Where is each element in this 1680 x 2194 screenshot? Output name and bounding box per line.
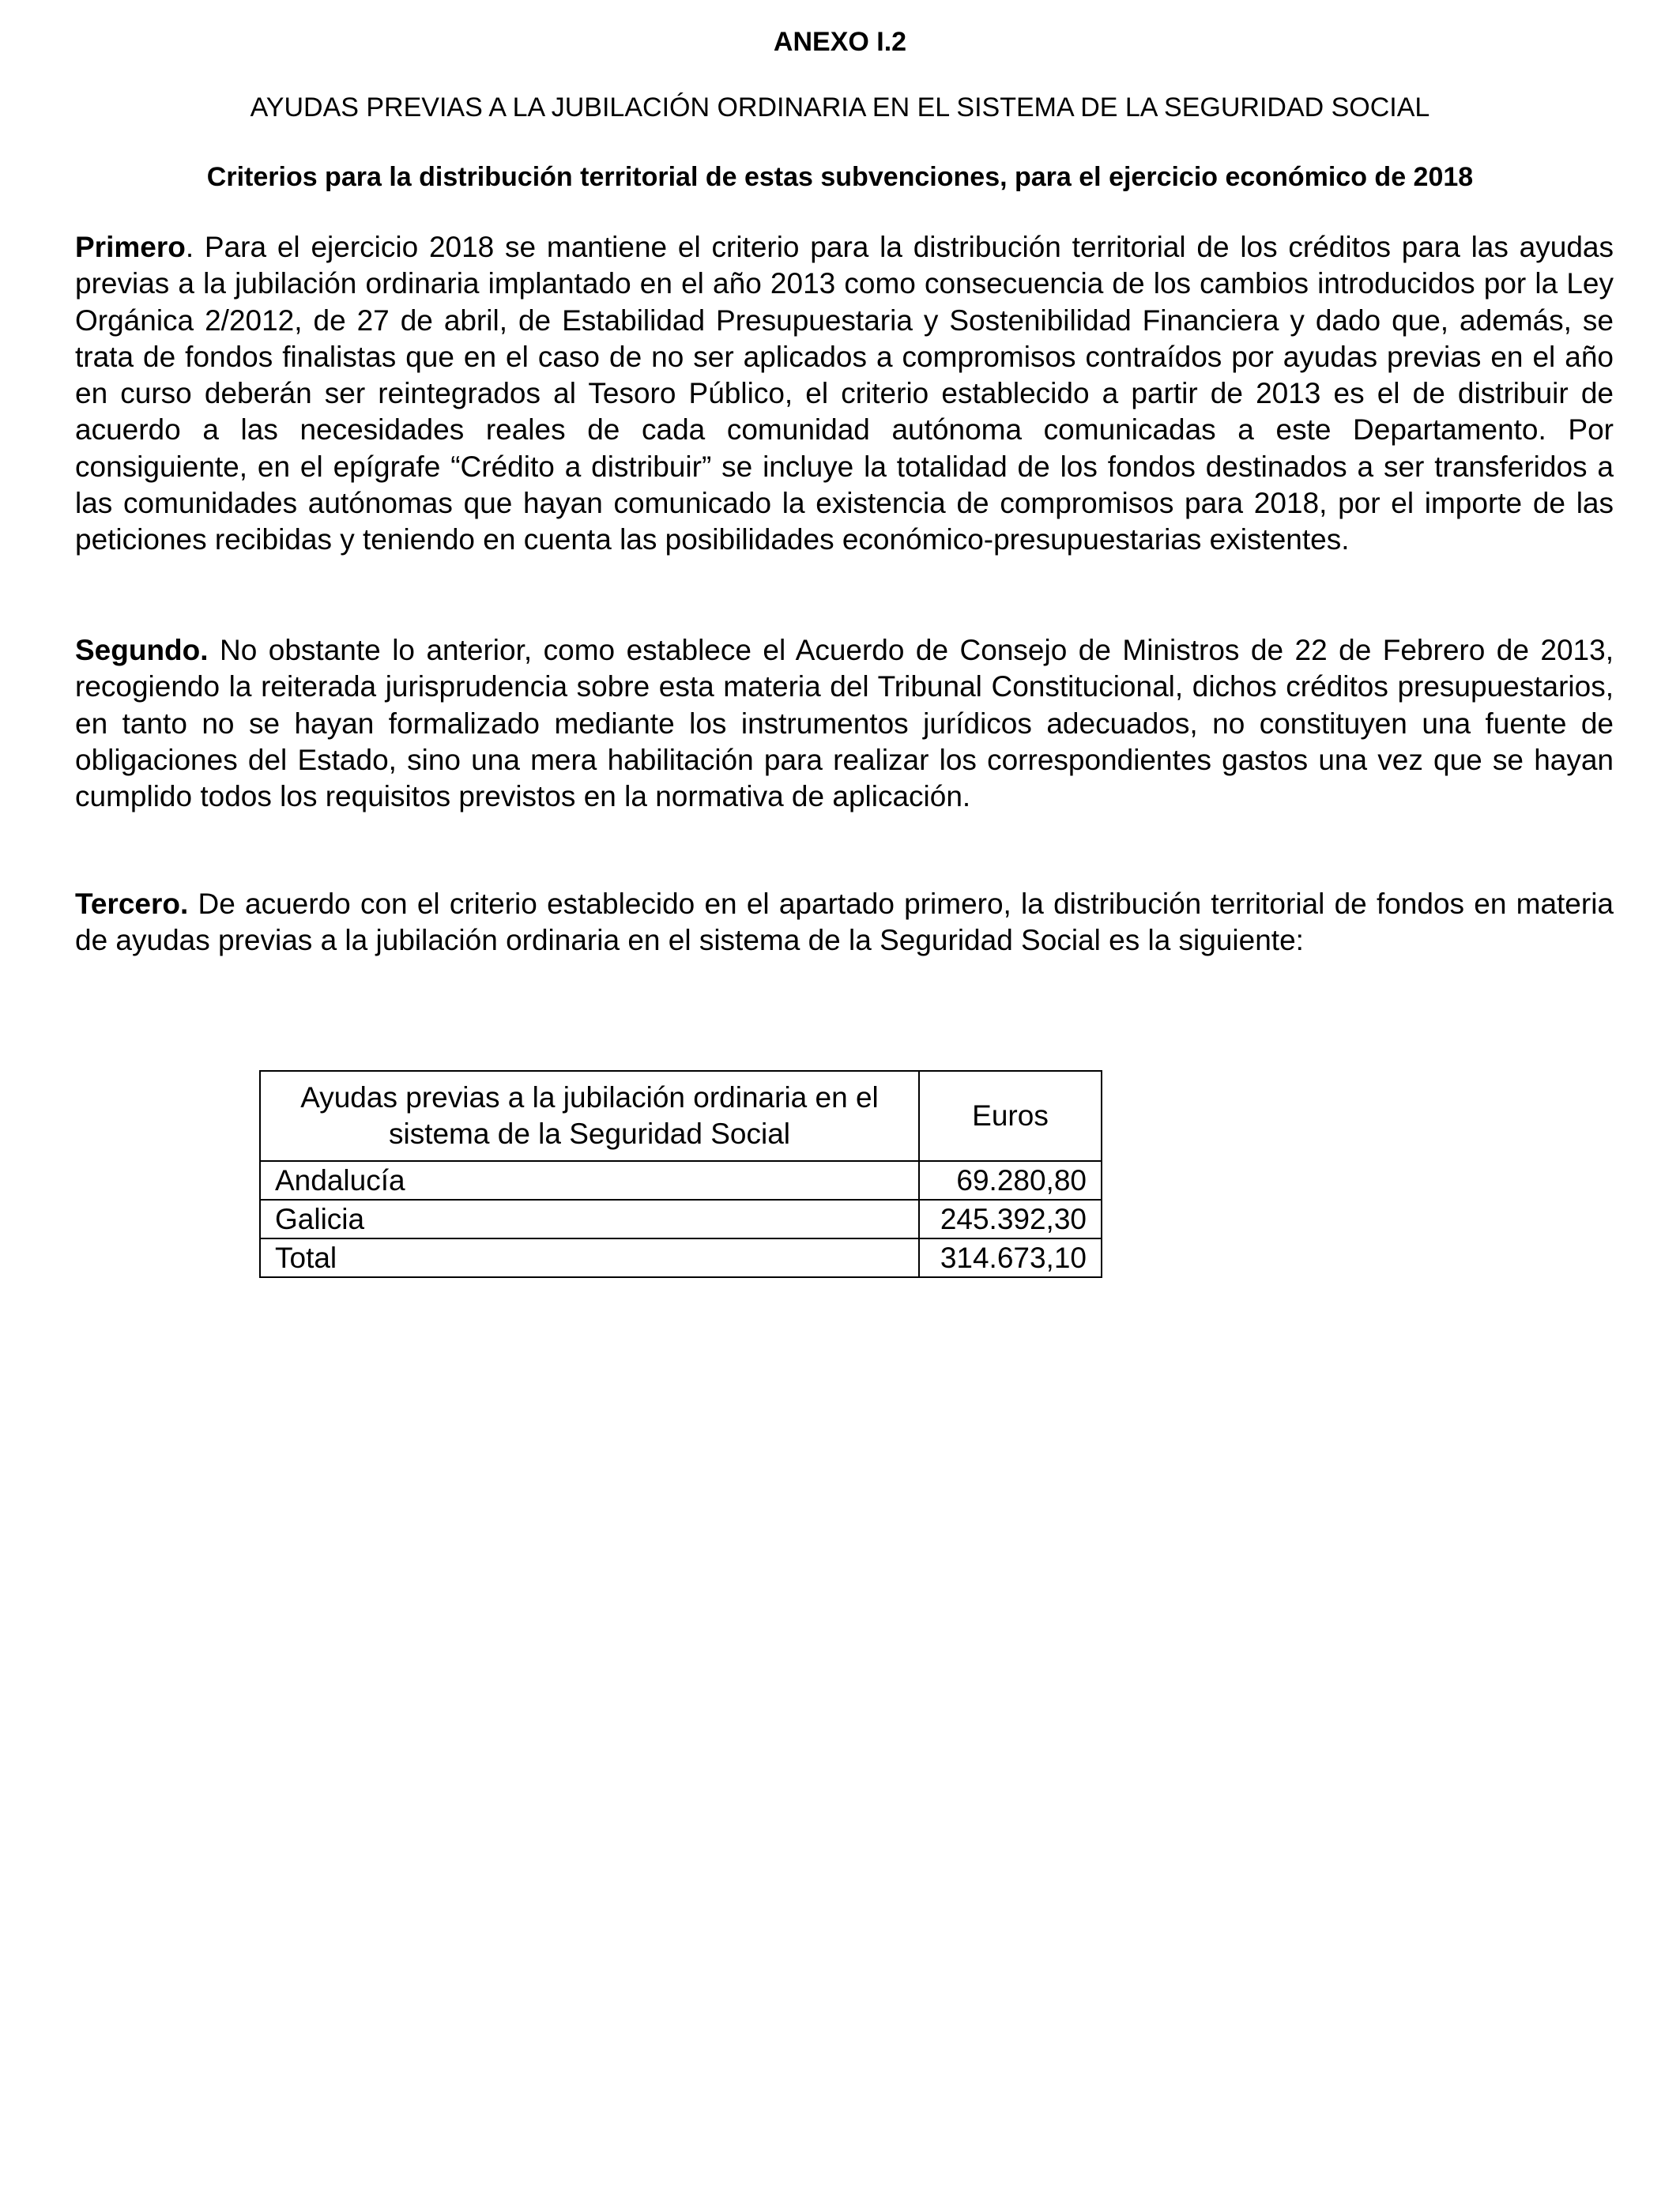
total-amount-cell: 314.673,10: [919, 1238, 1102, 1277]
table-header-row: [260, 1071, 1102, 1161]
paragraph-segundo: [75, 632, 1614, 815]
region-cell: Andalucía: [260, 1161, 919, 1200]
table-header-concept: Ayudas previas a la jubilación ordinaria en el sistema de la Seguridad Social: [260, 1071, 919, 1161]
criteria-heading: Criterios para la distribución territorial de estas subvenciones, para el ejercicio económico de 2018: [206, 162, 1474, 192]
paragraph-text: . Para el ejercicio 2018 se mantiene el criterio para la distribución territorial de los créditos para las ayudas previas a la jubilación ordinaria implantado en el año 2013 como consecuencia de los cambios introducidos por la Ley Orgánica 2/2012, de 27 de abril, de Estabilidad Presupuestaria y Sostenibilidad Financiera y dado que, además, se trata de fondos finalistas que en el caso de no ser aplicados a compromisos contraídos por ayudas previas en el año en curso deberán ser reintegrados al Tesoro Público, el criterio establecido a partir de 2013 es el de distribuir de acuerdo a las necesidades reales de cada comunidad autónoma comunicadas a este Departamento. Por consiguiente, en el epígrafe “Crédito a distribuir” se incluye la totalidad de los fondos destinados a ser transferidos a las comunidades autónomas que hayan comunicado la existencia de compromisos para 2018, por el importe de las peticiones recibidas y teniendo en cuenta las posibilidades económico-presupuestarias existentes.: [75, 231, 1614, 556]
paragraph-text: No obstante lo anterior, como establece el Acuerdo de Consejo de Ministros de 22 de Febrero de 2013, recogiendo la reiterada jurisprudencia sobre esta materia del Tribunal Constitucional, dichos créditos presupuestarios, en tanto no se hayan formalizado mediante los instrumentos jurídicos adecuados, no constituyen una fuente de obligaciones del Estado, sino una mera habilitación para realizar los correspondientes gastos una vez que se hayan cumplido todos los requisitos previstos en la normativa de aplicación.: [75, 634, 1614, 813]
table-header-euros: Euros: [919, 1071, 1102, 1161]
paragraph-tercero: [75, 886, 1614, 959]
annex-title: ANEXO I.2: [773, 27, 907, 57]
funds-distribution-table: [259, 1070, 1102, 1278]
paragraph-lead: Segundo.: [75, 634, 209, 666]
table-row: [260, 1161, 1102, 1200]
total-label-cell: Total: [260, 1238, 919, 1277]
table-row: [260, 1200, 1102, 1238]
annex-subtitle: AYUDAS PREVIAS A LA JUBILACIÓN ORDINARIA EN EL SISTEMA DE LA SEGURIDAD SOCIAL: [250, 92, 1430, 123]
amount-cell: 245.392,30: [919, 1200, 1102, 1238]
paragraph-lead: Primero: [75, 231, 186, 263]
table-total-row: [260, 1238, 1102, 1277]
paragraph-lead: Tercero.: [75, 888, 189, 920]
region-cell: Galicia: [260, 1200, 919, 1238]
paragraph-text: De acuerdo con el criterio establecido en el apartado primero, la distribución territorial de fondos en materia de ayudas previas a la jubilación ordinaria en el sistema de la Seguridad Social es la siguiente:: [75, 888, 1614, 957]
amount-cell: 69.280,80: [919, 1161, 1102, 1200]
paragraph-primero: [75, 229, 1614, 559]
